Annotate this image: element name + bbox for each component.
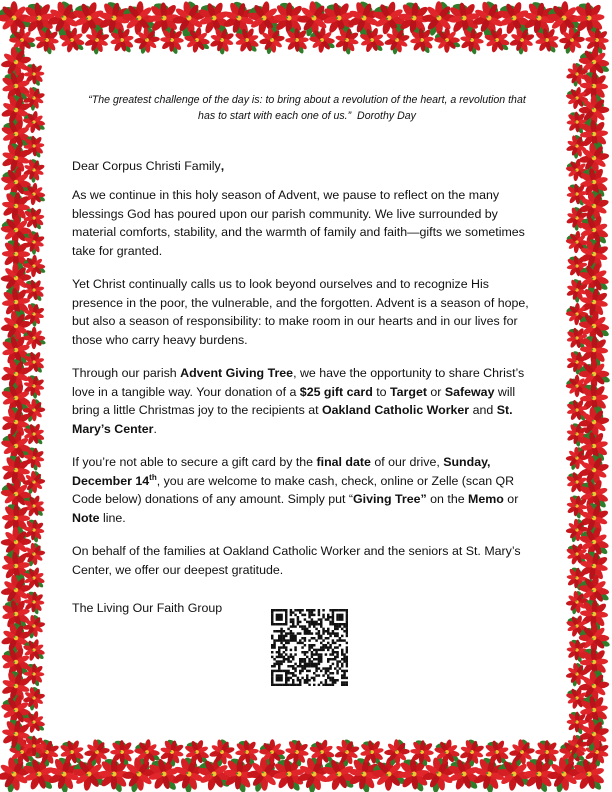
letter-body [72,92,542,615]
paragraph-1: As we continue in this holy season of Advent, we pause to reflect on the many blessings God has poured upon our parish community. We live surrounded by material comforts, stability, and the warmth of family and faith—gifts we sometimes take for granted. [72,188,525,258]
epigraph-quote [72,92,542,124]
salutation [72,159,542,173]
quote-author: Dorothy Day [357,110,416,122]
paragraph-3: Through our parish Advent Giving Tree, we have the opportunity to share Christ’s love in a tangible way. Your donation of a $25 gift card to Target or Safeway will bring a little Christmas joy to the recipients at Oakland Catholic Worker and St. Mary’s Center. [72,366,525,436]
salutation-comma: , [220,159,225,173]
salutation-text: Dear Corpus Christi Family [72,159,221,173]
qr-code-icon[interactable] [271,609,348,686]
paragraph-2: Yet Christ continually calls us to look beyond ourselves and to recognize His presence in the poor, the vulnerable, and the forgotten. Advent is a season of hope, but also a season of responsibility: to make room in our hearts and in our lives for those who carry heavy burdens. [72,277,529,347]
paragraph-5: On behalf of the families at Oakland Catholic Worker and the seniors at St. Mary’s Center, we offer our deepest gratitude. [72,544,521,577]
quote-line-1: “The greatest challenge of the day is: to bring about a revolution of the heart, a revolution that [88,94,526,106]
signature-line: The Living Our Faith Group [72,601,223,615]
quote-line-2: has to start with each one of us.” [198,110,352,122]
paragraph-4: If you’re not able to secure a gift card by the final date of our drive, Sunday, December 14th, you are welcome to make cash, check, online or Zelle (scan QR Code below) donations of any amount. Simply put “Giving Tree” on the Memo or Note line. [72,455,519,525]
